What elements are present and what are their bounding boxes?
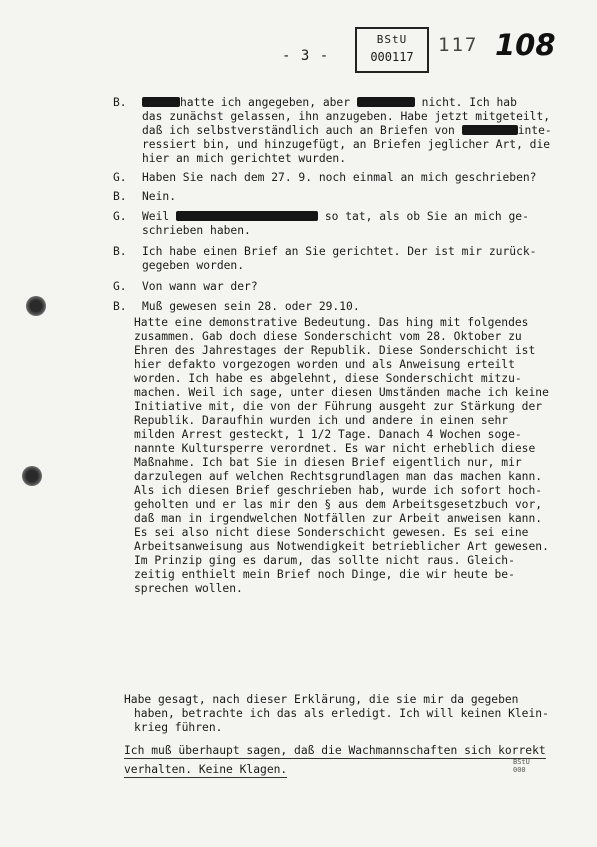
speaker-label: G.	[113, 171, 127, 184]
folio-number-handwritten: 108	[495, 28, 556, 62]
text-line: Initiative mit, die von der Führung ausgeht zur Stärkung der	[134, 400, 543, 413]
page-number: - 3 -	[282, 48, 330, 64]
punch-hole	[22, 466, 42, 486]
text-line: daß ich selbstverständlich auch an Briefen von inte-	[142, 124, 552, 137]
text-line: Hatte eine demonstrative Bedeutung. Das hing mit folgendes	[134, 316, 529, 329]
text-line: krieg führen.	[134, 721, 223, 734]
text-line: geholten und er las mir den § aus dem Arbeitsgesetzbuch vor,	[134, 498, 543, 511]
redaction-bar	[176, 211, 318, 221]
text-line: haben, betrachte ich das als erledigt. Ich will keinen Klein-	[134, 707, 549, 720]
redaction-bar	[142, 97, 180, 107]
redaction-bar	[462, 125, 518, 135]
archive-stamp	[355, 27, 429, 73]
corner-stamp: BStU 000	[513, 758, 530, 774]
text-line: Weil so tat, als ob Sie an mich ge-	[142, 210, 529, 223]
text-line: hier an mich gerichtet wurden.	[142, 152, 347, 165]
text-line: hatte ich angegeben, aber nicht. Ich hab	[142, 96, 517, 110]
text-line: Im Prinzip ging es darum, das sollte nicht raus. Gleich-	[134, 554, 515, 567]
text-line: Es sei also nicht diese Sonderschicht gewesen. Es sei eine	[134, 526, 529, 539]
stamp-label: BStU	[376, 33, 408, 46]
text-line: daß man in irgendwelchen Notfällen zur Arbeit anweisen kann.	[134, 512, 543, 525]
text-line: Habe gesagt, nach dieser Erklärung, die sie mir da gegeben	[124, 693, 519, 706]
text-line: Von wann war der?	[142, 280, 258, 293]
text-line: ressiert bin, und hinzugefügt, an Briefen jeglicher Art, die	[142, 138, 551, 151]
text-line: gegeben worden.	[142, 259, 245, 272]
text-line: darzulegen auf welchen Rechtsgrundlagen man das machen kann.	[134, 470, 543, 483]
text-line: sprechen wollen.	[134, 582, 243, 595]
text-line: worden. Ich habe es abgelehnt, diese Sonderschicht mitzu-	[134, 372, 522, 385]
text-line: das zunächst gelassen, ihn anzugeben. Habe jetzt mitgeteilt,	[142, 110, 551, 123]
text-line: machen. Weil ich sage, unter diesen Umständen mache ich keine	[134, 386, 549, 399]
text-line: Ich muß überhaupt sagen, daß die Wachmannschaften sich korrekt	[124, 744, 546, 757]
text-line: zeitig enthielt mein Brief noch Dinge, die wir heute be-	[134, 568, 515, 581]
text-line: Republik. Daraufhin wurden ich und andere in einen sehr	[134, 414, 509, 427]
text-line: Ich habe einen Brief an Sie gerichtet. Der ist mir zurück-	[142, 245, 537, 258]
text-line: Maßnahme. Ich bat Sie in diesen Brief eigentlich nur, mir	[134, 456, 522, 469]
speaker-label: B.	[113, 300, 127, 313]
speaker-label: B.	[113, 245, 127, 258]
speaker-label: G.	[113, 280, 127, 293]
text-line: nannte Kultursperre verordnet. Es war nicht erheblich diese	[134, 442, 536, 455]
text-line: schrieben haben.	[142, 224, 251, 237]
speaker-label: B.	[113, 190, 127, 203]
text-line: Arbeitsanweisung aus Notwendigkeit betrieblicher Art gewesen.	[134, 540, 549, 553]
text-line: zusammen. Gab doch diese Sonderschicht vom 28. Oktober zu	[134, 330, 522, 343]
stamp-number: 000117	[370, 50, 414, 64]
speaker-label: G.	[113, 210, 127, 223]
redaction-bar	[357, 97, 415, 107]
text-line: milden Arrest gesteckt, 1 1/2 Tage. Danach 4 Wochen soge-	[134, 428, 522, 441]
text-line: Nein.	[142, 190, 177, 203]
text-line: Als ich diesen Brief geschrieben hab, wurde ich sofort hoch-	[134, 484, 543, 497]
folio-number-small: 117	[438, 34, 479, 56]
speaker-label: B.	[113, 96, 127, 109]
text-line: Ehren des Jahrestages der Republik. Diese Sonderschicht ist	[134, 344, 536, 357]
punch-hole	[26, 296, 46, 316]
text-line: Muß gewesen sein 28. oder 29.10.	[142, 300, 360, 313]
text-line: hier defakto vorgezogen worden und als Anweisung erteilt	[134, 358, 515, 371]
text-line: Haben Sie nach dem 27. 9. noch einmal an mich geschrieben?	[142, 171, 537, 184]
text-line: verhalten. Keine Klagen.	[124, 763, 288, 776]
